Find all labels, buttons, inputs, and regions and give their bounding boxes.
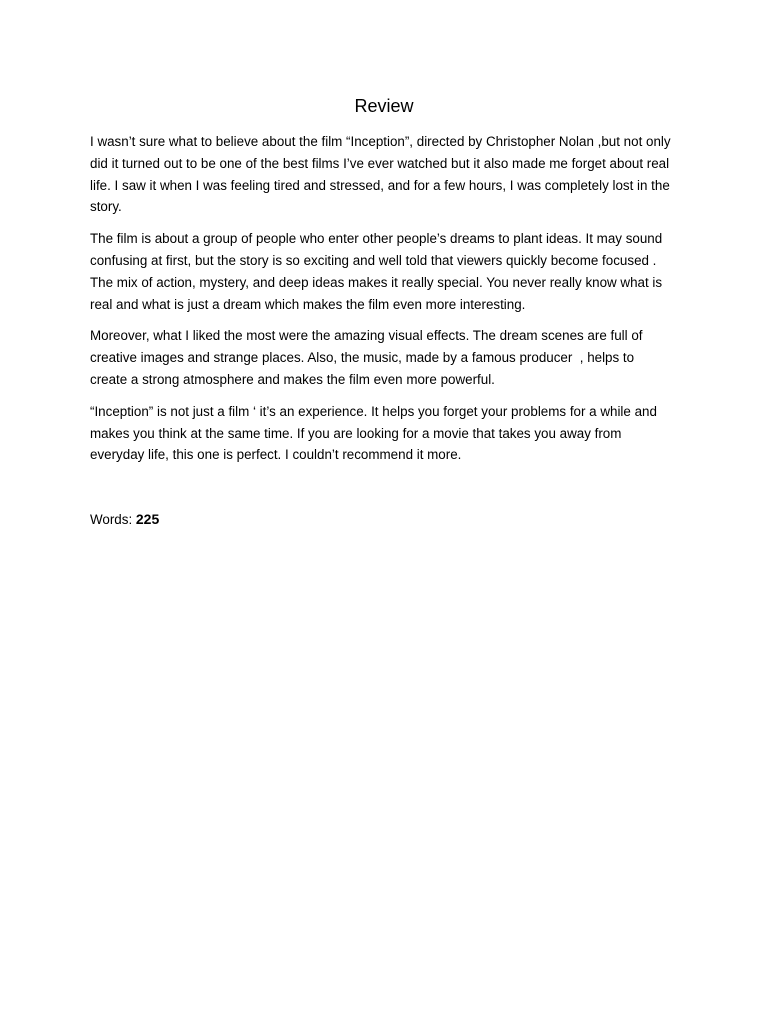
paragraph-3: Moreover, what I liked the most were the amazing visual effects. The dream scenes are full of creative images and strange places. Also, the music, made by a famous producer , helps to create a strong atmosphere and makes the film even more powerful. — [90, 328, 647, 387]
word-count-value: 225 — [135, 511, 160, 527]
paragraph-2: The film is about a group of people who enter other people’s dreams to plant ideas. It may sound confusing at first, but the story is so exciting and well told that viewers quickly become focused . The mix of action, mystery, and deep ideas makes it really special. You never really know what is real and what is just a dream which makes the film even more interesting. — [90, 231, 666, 312]
word-count — [90, 508, 159, 531]
document-body — [90, 131, 675, 476]
paragraph-1: I wasn’t sure what to believe about the film “Inception”, directed by Christopher Nolan ,but not only did it turned out to be one of the best films I’ve ever watched but it also made me forget about real life. I saw it when I was feeling tired and stressed, and for a few hours, I was completely lost in the story. — [90, 134, 675, 215]
page-title: Review — [354, 96, 414, 116]
paragraph-4: “Inception” is not just a film ‘ it’s an experience. It helps you forget your problems for a while and makes you think at the same time. If you are looking for a movie that takes you away from everyday life, this one is perfect. I couldn’t recommend it more. — [90, 403, 661, 463]
word-count-label: Words: — [90, 512, 136, 527]
